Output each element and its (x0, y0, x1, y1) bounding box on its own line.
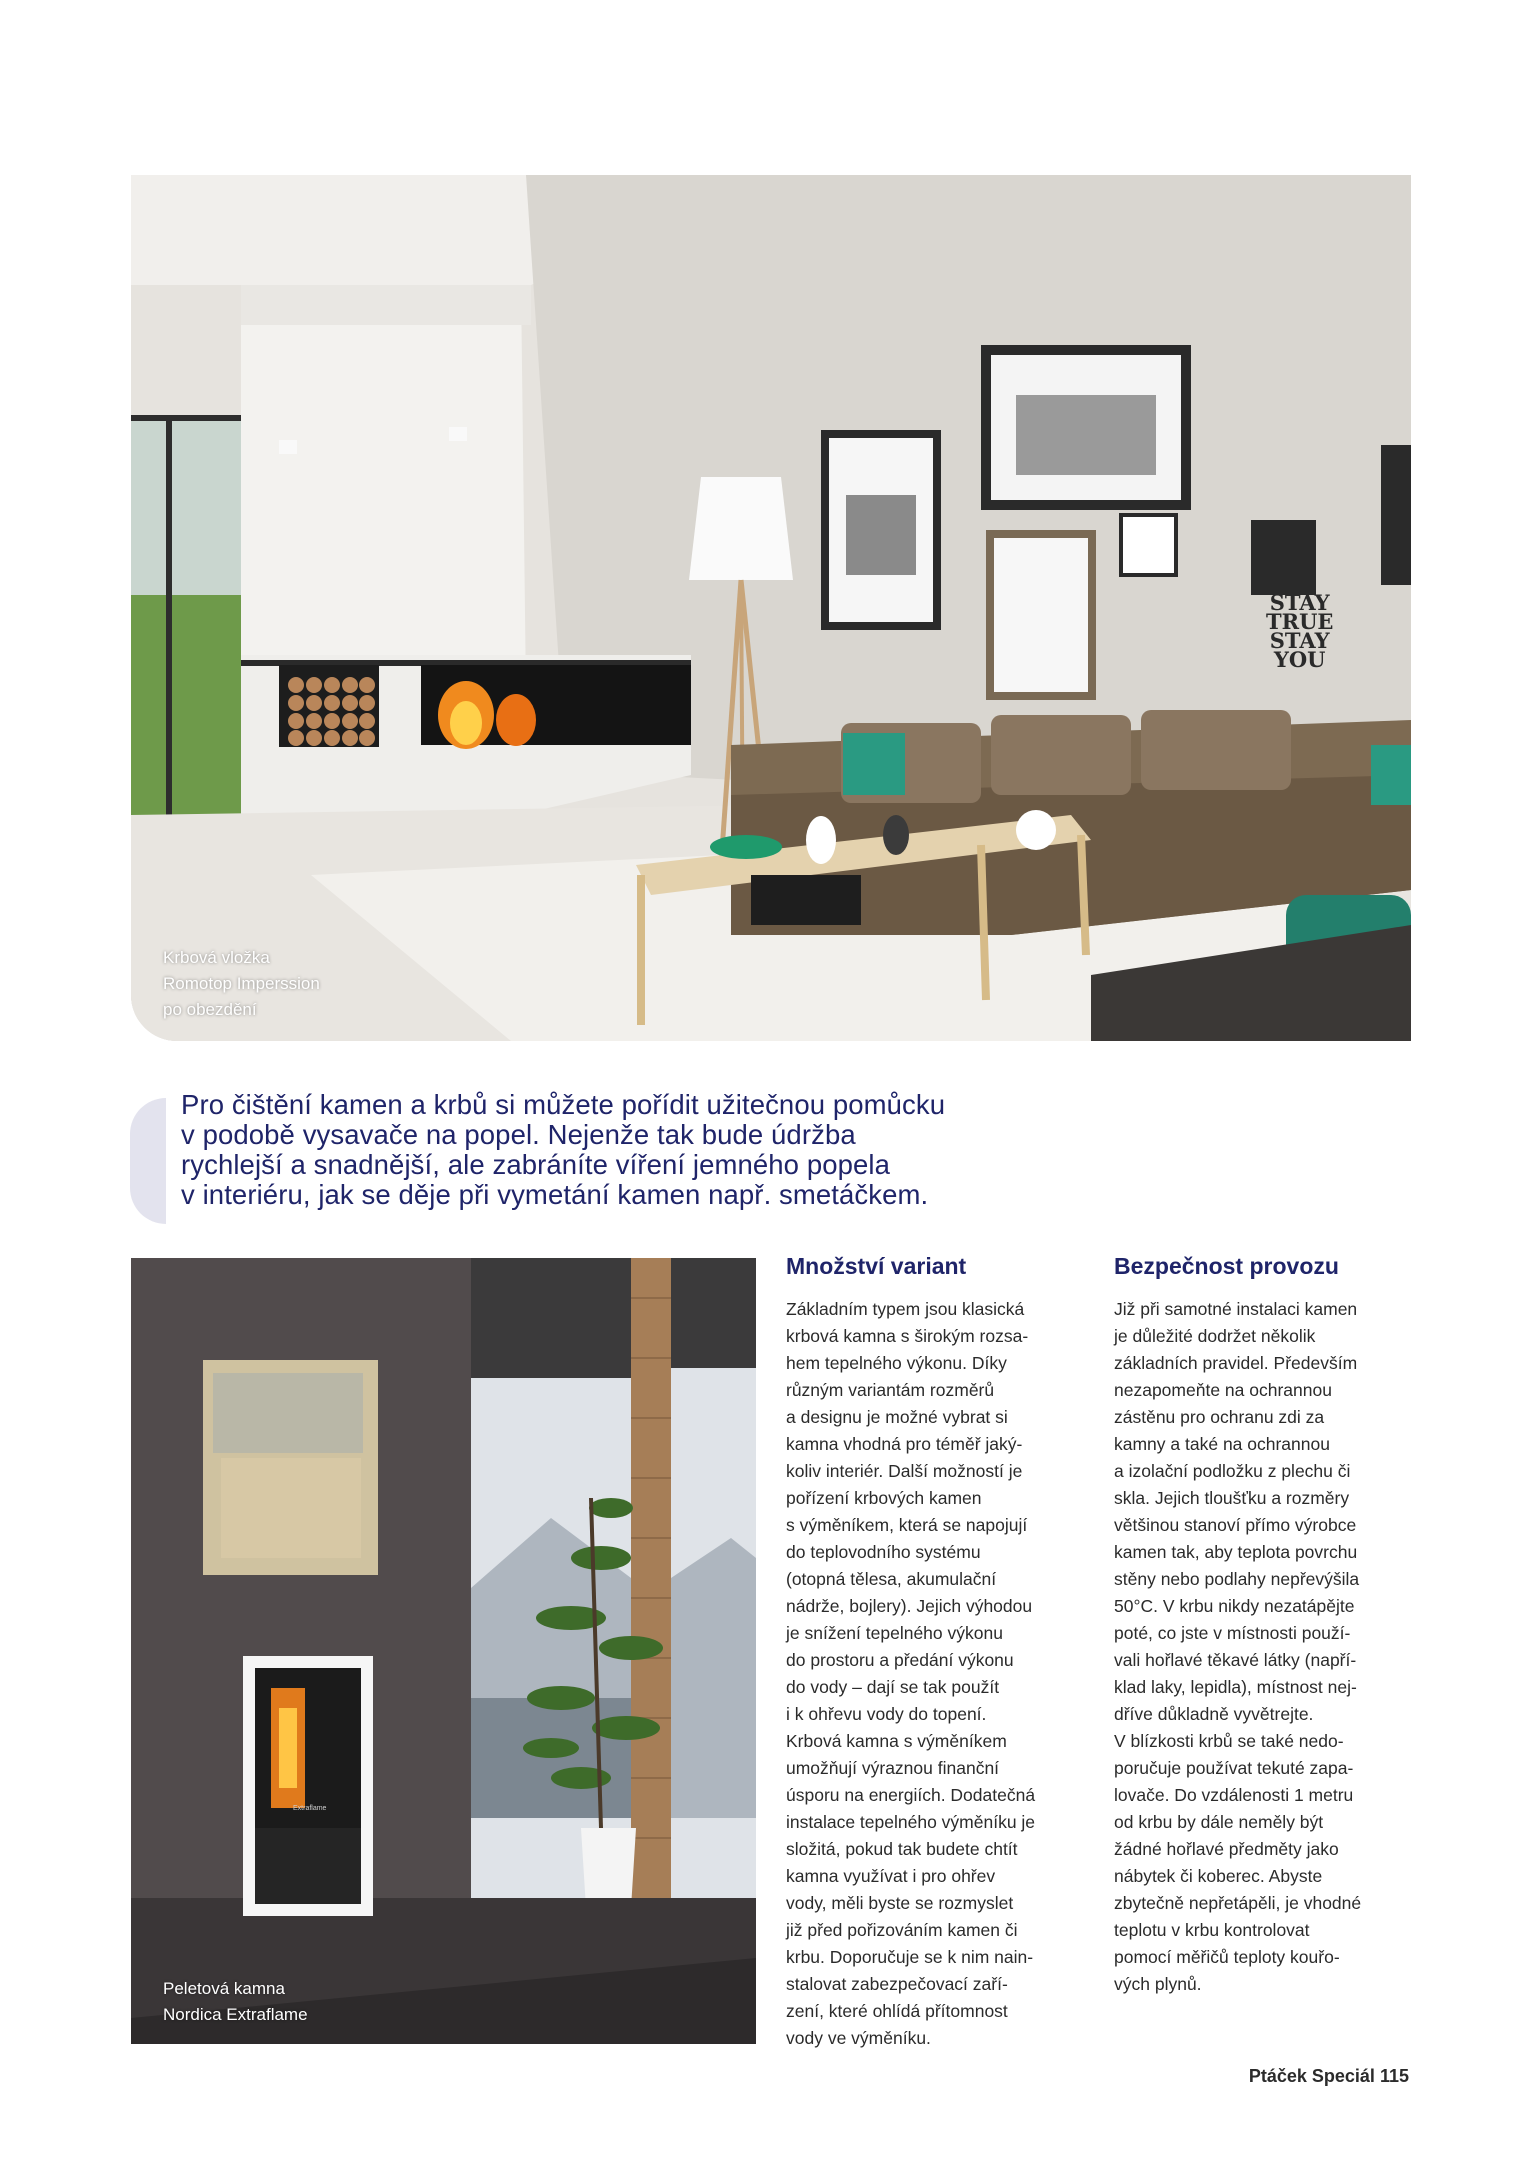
caption-line: Krbová vložka (163, 948, 270, 967)
body-line: krbová kamna s širokým rozsa- (786, 1326, 1029, 1346)
body-line: vali hořlavé těkavé látky (napří- (1114, 1650, 1357, 1670)
column-body (1114, 1296, 1434, 1998)
body-line: Základním typem jsou klasická (786, 1299, 1025, 1319)
body-line: Již při samotné instalaci kamen (1114, 1299, 1358, 1319)
body-line: složitá, pokud tak budete chtít (786, 1839, 1018, 1859)
stay-true-stay-you-sign (1266, 590, 1334, 672)
caption-line: Romotop Imperssion (163, 974, 320, 993)
body-line: různým variantám rozměrů (786, 1380, 995, 1400)
body-line: umožňují výraznou finanční (786, 1758, 1000, 1778)
body-line: skla. Jejich tloušťku a rozměry (1114, 1488, 1350, 1508)
body-line: většinou stanoví přímo výrobce (1114, 1515, 1357, 1535)
body-line: kamny a také na ochrannou (1114, 1434, 1330, 1454)
page-number: 115 (1379, 2066, 1409, 2086)
body-line: (otopná tělesa, akumulační (786, 1569, 997, 1589)
body-line: a izolační podložku z plechu či (1114, 1461, 1351, 1481)
body-line: zástěnu pro ochranu zdi za (1114, 1407, 1325, 1427)
wall-art-word: STAY (1269, 628, 1330, 653)
body-line: kamna vhodná pro téměř jaký- (786, 1434, 1023, 1454)
section-heading: Množství variant (786, 1253, 967, 1279)
body-line: kamna využívat i pro ohřev (786, 1866, 996, 1886)
body-line: klad laky, lepidla), místnost nej- (1114, 1677, 1357, 1697)
body-line: nábytek či koberec. Abyste (1114, 1866, 1323, 1886)
body-line: stěny nebo podlahy nepřevýšila (1114, 1569, 1360, 1589)
body-line: od krbu by dále neměly být (1114, 1812, 1324, 1832)
body-line: je důležité dodržet několik (1114, 1326, 1316, 1346)
body-line: pořízení krbových kamen (786, 1488, 982, 1508)
body-line: vody, měli byste se rozmyslet (786, 1893, 1014, 1913)
body-line: základních pravidel. Především (1114, 1353, 1358, 1373)
pull-quote-mark (130, 1098, 166, 1224)
pellet-stove-photo (131, 1258, 756, 2044)
body-line: do vody – dají se tak použít (786, 1677, 1000, 1697)
stove-brand-label: Extraflame (293, 1805, 327, 1812)
body-line: žádné hořlavé předměty jako (1114, 1839, 1339, 1859)
top-photo-caption (163, 945, 320, 1023)
pull-quote-line: v podobě vysavače na popel. Nejenže tak bude údržba (181, 1119, 856, 1150)
body-line: poručuje používat tekuté zapa- (1114, 1758, 1354, 1778)
body-line: do prostoru a předání výkonu (786, 1650, 1014, 1670)
body-line: úsporu na energiích. Dodatečná (786, 1785, 1036, 1805)
pellet-stove-illustration (131, 1258, 756, 2044)
body-line: i k ohřevu vody do topení. (786, 1704, 987, 1724)
magazine-name: Ptáček Speciál (1248, 2066, 1375, 2086)
body-line: již před pořizováním kamen či (786, 1920, 1018, 1940)
wall-art-word: STAY (1269, 590, 1330, 615)
pull-quote-line: v interiéru, jak se děje při vymetání kamen např. smetáčkem. (181, 1179, 929, 1210)
column-body (786, 1296, 1106, 2052)
wall-art-word: YOU (1273, 647, 1326, 672)
body-line: vody ve výměníku. (786, 2028, 931, 2048)
body-line: hem tepelného výkonu. Díky (786, 1353, 1007, 1373)
living-room-illustration (131, 175, 1411, 1041)
bottom-photo-caption (163, 1976, 308, 2028)
body-line: nezapomeňte na ochrannou (1114, 1380, 1332, 1400)
body-line: lovače. Do vzdálenosti 1 metru (1114, 1785, 1354, 1805)
wall-art-word: TRUE (1266, 609, 1334, 634)
body-line: dříve důkladně vyvětrejte. (1114, 1704, 1314, 1724)
body-line: zbytečně nepřetápěli, je vhodné (1114, 1893, 1362, 1913)
body-line: zení, které ohlídá přítomnost (786, 2001, 1008, 2021)
body-line: stalovat zabezpečovací zaří- (786, 1974, 1008, 1994)
pull-quote-line: Pro čištění kamen a krbů si můžete pořídit užitečnou pomůcku (181, 1089, 946, 1120)
pull-quote-line: rychlejší a snadnější, ale zabráníte víření jemného popela (181, 1149, 890, 1180)
body-line: poté, co jste v místnosti použí- (1114, 1623, 1351, 1643)
caption-line: Peletová kamna (163, 1979, 285, 1998)
body-line: je snížení tepelného výkonu (786, 1623, 1003, 1643)
article-column-safety (1114, 1251, 1434, 1998)
page-footer (1249, 2066, 1409, 2087)
body-line: vých plynů. (1114, 1974, 1202, 1994)
caption-line: po obezdění (163, 1000, 257, 1019)
body-line: a designu je možné vybrat si (786, 1407, 1008, 1427)
body-line: Krbová kamna s výměníkem (786, 1731, 1007, 1751)
article-column-variants (786, 1251, 1106, 2052)
living-room-fireplace-photo (131, 175, 1411, 1041)
body-line: teplotu v krbu kontrolovat (1114, 1920, 1310, 1940)
body-line: s výměníkem, která se napojují (786, 1515, 1028, 1535)
caption-line: Nordica Extraflame (163, 2005, 308, 2024)
body-line: krbu. Doporučuje se k nim nain- (786, 1947, 1034, 1967)
body-line: nádrže, bojlery). Jejich výhodou (786, 1596, 1033, 1616)
body-line: do teplovodního systému (786, 1542, 981, 1562)
body-line: koliv interiér. Další možností je (786, 1461, 1023, 1481)
body-line: pomocí měřičů teploty kouřo- (1114, 1947, 1340, 1967)
body-line: kamen tak, aby teplota povrchu (1114, 1542, 1358, 1562)
body-line: 50°C. V krbu nikdy nezatápějte (1114, 1596, 1355, 1616)
body-line: V blízkosti krbů se také nedo- (1114, 1731, 1344, 1751)
body-line: instalace tepelného výměníku je (786, 1812, 1036, 1832)
pull-quote (181, 1090, 1161, 1210)
section-heading: Bezpečnost provozu (1114, 1253, 1339, 1279)
